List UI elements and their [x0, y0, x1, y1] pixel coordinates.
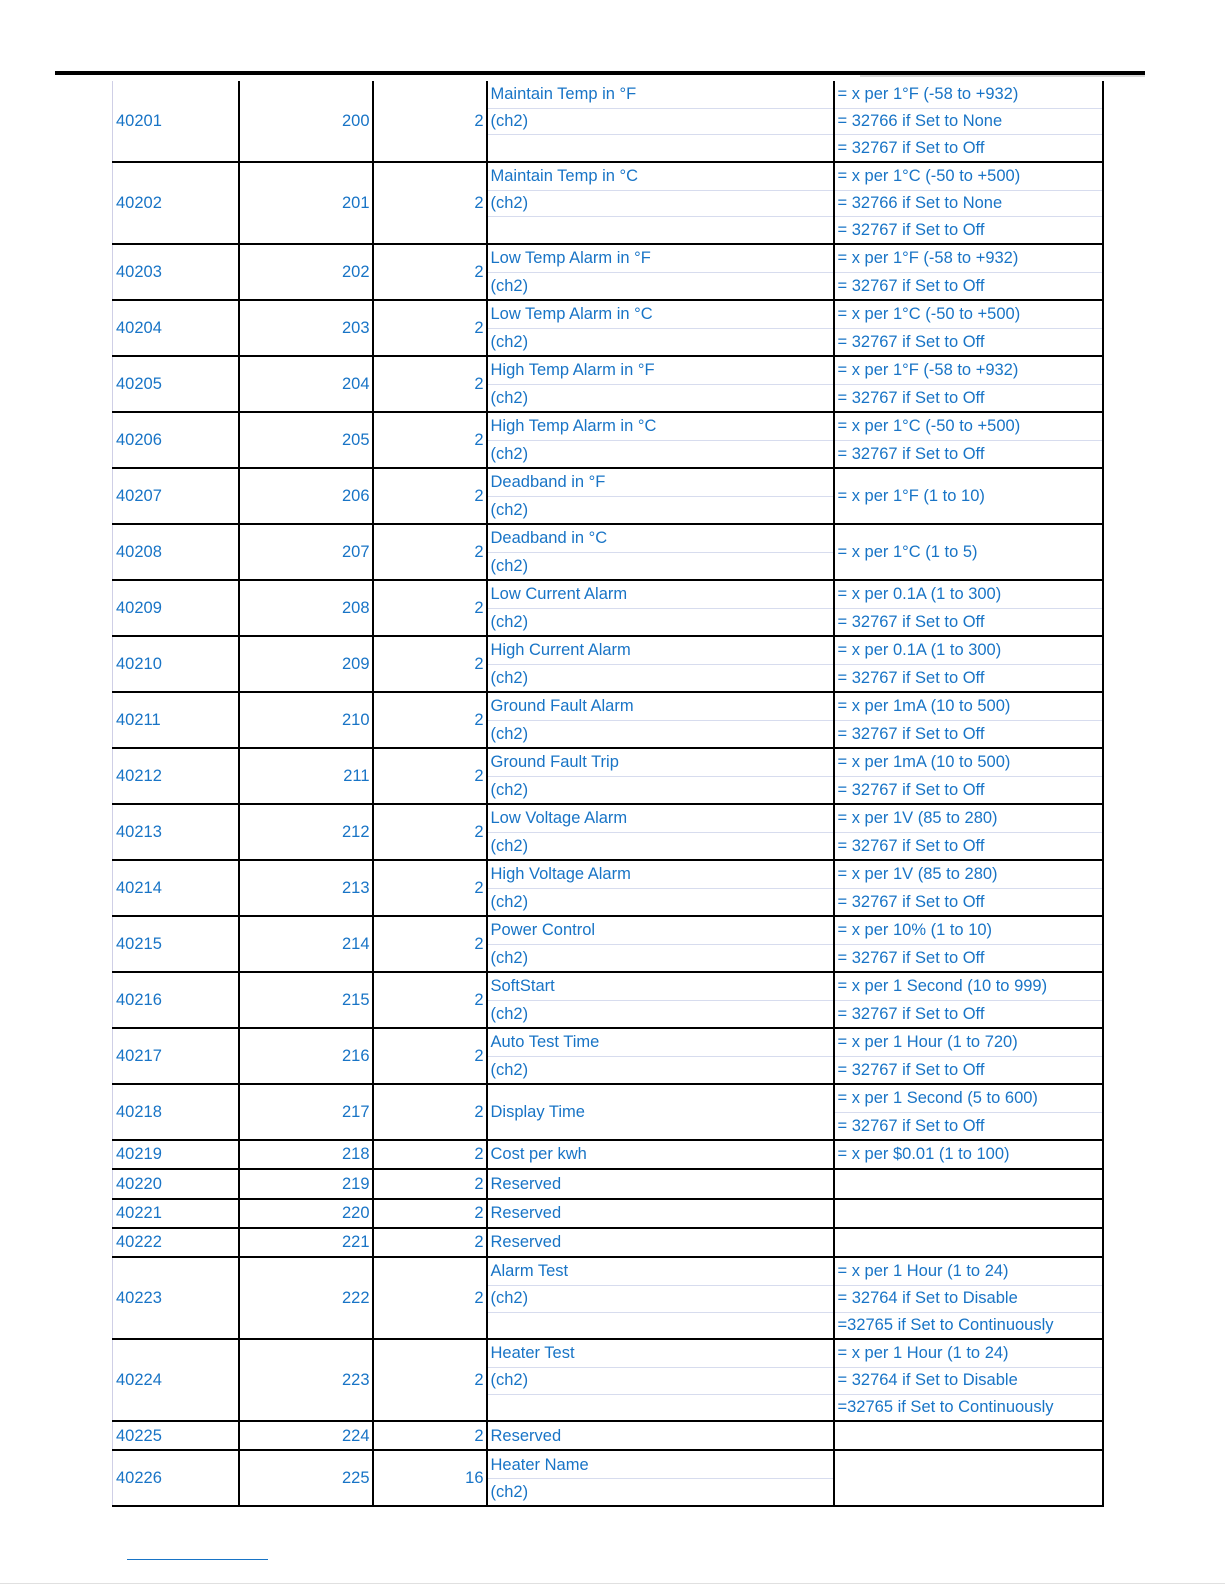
value-range-cell	[834, 244, 1103, 300]
description-line: SoftStart	[490, 977, 555, 996]
register-number-cell: 40219	[113, 1140, 239, 1169]
table-row	[113, 1339, 1103, 1421]
description-cell	[487, 804, 834, 860]
register-number-cell: 40221	[113, 1199, 239, 1228]
table-row	[113, 162, 1103, 244]
description-line: (ch2)	[488, 608, 833, 635]
description-line: Reserved	[490, 1233, 562, 1252]
table-row	[113, 916, 1103, 972]
footer-link-underline	[127, 1559, 268, 1560]
description-cell	[487, 748, 834, 804]
value-range-cell	[834, 804, 1103, 860]
description-cell	[487, 860, 834, 916]
length-cell: 2	[373, 860, 487, 916]
value-line: = 32767 if Set to Off	[835, 720, 1102, 747]
length-cell: 2	[373, 580, 487, 636]
description-line: High Voltage Alarm	[490, 865, 631, 884]
description-line: (ch2)	[488, 832, 833, 859]
register-number-cell: 40203	[113, 244, 239, 300]
description-cell	[487, 1199, 834, 1228]
description-line: Heater Name	[490, 1455, 589, 1474]
description-line: Power Control	[490, 921, 596, 940]
description-cell	[487, 162, 834, 244]
table-row	[113, 356, 1103, 412]
length-cell: 2	[373, 1339, 487, 1421]
description-line: (ch2)	[488, 944, 833, 971]
value-range-cell	[834, 468, 1103, 524]
address-cell: 222	[239, 1257, 373, 1339]
description-cell	[487, 1339, 834, 1421]
value-line: = 32766 if Set to None	[835, 190, 1102, 217]
length-cell: 2	[373, 972, 487, 1028]
table-row	[113, 972, 1103, 1028]
value-line: = x per 1°F (-58 to +932)	[837, 85, 1019, 104]
description-cell	[487, 1228, 834, 1257]
address-cell: 214	[239, 916, 373, 972]
table-row	[113, 1257, 1103, 1339]
register-number-cell: 40208	[113, 524, 239, 580]
value-line: = 32767 if Set to Off	[835, 664, 1102, 691]
table-row	[113, 1084, 1103, 1140]
register-number-cell: 40213	[113, 804, 239, 860]
description-cell	[487, 916, 834, 972]
value-line: = 32767 if Set to Off	[835, 776, 1102, 803]
register-number-cell: 40220	[113, 1169, 239, 1198]
value-line: = 32767 if Set to Off	[835, 134, 1102, 161]
description-cell	[487, 636, 834, 692]
register-number-cell: 40210	[113, 636, 239, 692]
register-number-cell: 40216	[113, 972, 239, 1028]
value-line: = x per 0.1A (1 to 300)	[837, 585, 1002, 604]
table-row	[113, 748, 1103, 804]
table-row	[113, 1199, 1103, 1228]
address-cell: 206	[239, 468, 373, 524]
length-cell: 2	[373, 1169, 487, 1198]
address-cell: 212	[239, 804, 373, 860]
value-line: = x per 1 Hour (1 to 720)	[837, 1033, 1018, 1052]
address-cell: 207	[239, 524, 373, 580]
value-line: = 32767 if Set to Off	[835, 944, 1102, 971]
address-cell: 225	[239, 1450, 373, 1506]
description-cell	[487, 1140, 834, 1169]
register-number-cell: 40224	[113, 1339, 239, 1421]
description-line: (ch2)	[488, 190, 833, 217]
address-cell: 209	[239, 636, 373, 692]
length-cell: 2	[373, 300, 487, 356]
table-row	[113, 1169, 1103, 1198]
value-range-cell	[834, 1199, 1103, 1228]
value-range-cell	[834, 1257, 1103, 1339]
length-cell: 2	[373, 468, 487, 524]
value-line: = x per 1°F (-58 to +932)	[837, 361, 1019, 380]
address-cell: 200	[239, 81, 373, 162]
register-number-cell: 40207	[113, 468, 239, 524]
value-line: = x per 1°C (-50 to +500)	[837, 417, 1021, 436]
description-line: Cost per kwh	[490, 1145, 587, 1164]
table-row	[113, 1028, 1103, 1084]
table-row	[113, 1228, 1103, 1257]
description-cell	[487, 692, 834, 748]
register-number-cell: 40215	[113, 916, 239, 972]
register-number-cell: 40202	[113, 162, 239, 244]
description-line	[488, 216, 833, 243]
value-line: = 32767 if Set to Off	[835, 888, 1102, 915]
value-line: = 32767 if Set to Off	[835, 216, 1102, 243]
address-cell: 216	[239, 1028, 373, 1084]
value-line: = 32767 if Set to Off	[835, 328, 1102, 355]
length-cell: 2	[373, 356, 487, 412]
value-line: = x per 1°F (1 to 10)	[837, 486, 985, 505]
value-line: =32765 if Set to Continuously	[835, 1312, 1102, 1339]
length-cell: 2	[373, 1199, 487, 1228]
value-line: = x per 1mA (10 to 500)	[837, 697, 1011, 716]
address-cell: 201	[239, 162, 373, 244]
address-cell: 210	[239, 692, 373, 748]
length-cell: 2	[373, 804, 487, 860]
value-range-cell	[834, 162, 1103, 244]
value-range-cell	[834, 1169, 1103, 1198]
description-line: Maintain Temp in °F	[490, 85, 637, 104]
value-range-cell	[834, 580, 1103, 636]
description-cell	[487, 524, 834, 580]
register-number-cell: 40225	[113, 1421, 239, 1450]
value-range-cell	[834, 1140, 1103, 1169]
register-number-cell: 40214	[113, 860, 239, 916]
description-line: (ch2)	[488, 272, 833, 299]
description-line	[488, 1394, 833, 1421]
table-row	[113, 636, 1103, 692]
value-range-cell	[834, 692, 1103, 748]
description-line: (ch2)	[488, 664, 833, 691]
value-range-cell	[834, 1084, 1103, 1140]
description-cell	[487, 412, 834, 468]
address-cell: 218	[239, 1140, 373, 1169]
description-line: (ch2)	[488, 720, 833, 747]
length-cell: 2	[373, 1257, 487, 1339]
value-range-cell	[834, 1450, 1103, 1506]
description-cell	[487, 1028, 834, 1084]
length-cell: 2	[373, 1421, 487, 1450]
address-cell: 219	[239, 1169, 373, 1198]
value-line: = 32767 if Set to Off	[835, 272, 1102, 299]
value-line: = x per 1°C (-50 to +500)	[837, 167, 1021, 186]
value-line: = x per 1 Hour (1 to 24)	[837, 1344, 1009, 1363]
description-line: Deadband in °C	[490, 529, 608, 548]
value-line: = x per 1°C (1 to 5)	[837, 542, 978, 561]
table-row	[113, 692, 1103, 748]
value-range-cell	[834, 1228, 1103, 1257]
value-line: = x per $0.01 (1 to 100)	[837, 1145, 1010, 1164]
length-cell: 2	[373, 81, 487, 162]
description-cell	[487, 972, 834, 1028]
value-range-cell	[834, 972, 1103, 1028]
table-row	[113, 244, 1103, 300]
description-line: Ground Fault Alarm	[490, 697, 634, 716]
table-row	[113, 804, 1103, 860]
description-line: (ch2)	[488, 552, 833, 579]
table-row	[113, 81, 1103, 162]
value-range-cell	[834, 412, 1103, 468]
description-line: (ch2)	[488, 496, 833, 523]
description-cell	[487, 244, 834, 300]
register-number-cell: 40217	[113, 1028, 239, 1084]
length-cell: 2	[373, 916, 487, 972]
address-cell: 215	[239, 972, 373, 1028]
description-line	[488, 134, 833, 161]
address-cell: 224	[239, 1421, 373, 1450]
value-range-cell	[834, 356, 1103, 412]
address-cell: 202	[239, 244, 373, 300]
description-line: Low Temp Alarm in °C	[490, 305, 653, 324]
value-line: = 32767 if Set to Off	[835, 1056, 1102, 1083]
length-cell: 2	[373, 692, 487, 748]
description-line: Heater Test	[490, 1344, 575, 1363]
description-line: Low Voltage Alarm	[490, 809, 628, 828]
description-line: (ch2)	[488, 1056, 833, 1083]
length-cell: 2	[373, 1028, 487, 1084]
description-cell	[487, 1450, 834, 1506]
description-cell	[487, 1084, 834, 1140]
value-line: = x per 1°C (-50 to +500)	[837, 305, 1021, 324]
register-number-cell: 40223	[113, 1257, 239, 1339]
description-line: Low Temp Alarm in °F	[490, 249, 651, 268]
table-row	[113, 468, 1103, 524]
modbus-register-table	[112, 81, 1104, 1507]
address-cell: 213	[239, 860, 373, 916]
table-row	[113, 1421, 1103, 1450]
description-line: (ch2)	[488, 1285, 833, 1312]
value-range-cell	[834, 300, 1103, 356]
footer-rule	[0, 1583, 1225, 1584]
length-cell: 2	[373, 748, 487, 804]
address-cell: 204	[239, 356, 373, 412]
header-rule-shadow	[860, 75, 1145, 77]
description-line: (ch2)	[488, 108, 833, 135]
description-line: Ground Fault Trip	[490, 753, 619, 772]
address-cell: 220	[239, 1199, 373, 1228]
register-number-cell: 40226	[113, 1450, 239, 1506]
length-cell: 2	[373, 1228, 487, 1257]
value-line: = x per 1 Hour (1 to 24)	[837, 1262, 1009, 1281]
register-number-cell: 40211	[113, 692, 239, 748]
length-cell: 16	[373, 1450, 487, 1506]
value-line: = x per 1°F (-58 to +932)	[837, 249, 1019, 268]
value-line: = 32767 if Set to Off	[835, 608, 1102, 635]
value-range-cell	[834, 916, 1103, 972]
description-cell	[487, 1169, 834, 1198]
value-line: = 32767 if Set to Off	[835, 1112, 1102, 1139]
value-line: = x per 1mA (10 to 500)	[837, 753, 1011, 772]
description-line: (ch2)	[488, 440, 833, 467]
length-cell: 2	[373, 412, 487, 468]
value-line: = 32766 if Set to None	[835, 108, 1102, 135]
description-line: Auto Test Time	[490, 1033, 600, 1052]
length-cell: 2	[373, 244, 487, 300]
length-cell: 2	[373, 524, 487, 580]
value-line: =32765 if Set to Continuously	[835, 1394, 1102, 1421]
description-line: Deadband in °F	[490, 473, 606, 492]
description-line: (ch2)	[488, 776, 833, 803]
value-range-cell	[834, 1339, 1103, 1421]
value-line: = 32764 if Set to Disable	[835, 1367, 1102, 1394]
description-line	[488, 1312, 833, 1339]
value-range-cell	[834, 748, 1103, 804]
value-range-cell	[834, 81, 1103, 162]
table-row	[113, 580, 1103, 636]
value-line: = x per 10% (1 to 10)	[837, 921, 993, 940]
value-line: = 32767 if Set to Off	[835, 832, 1102, 859]
value-line: = x per 1 Second (10 to 999)	[837, 977, 1048, 996]
description-line: Low Current Alarm	[490, 585, 628, 604]
description-line: (ch2)	[488, 888, 833, 915]
length-cell: 2	[373, 636, 487, 692]
length-cell: 2	[373, 162, 487, 244]
description-line: Alarm Test	[490, 1262, 569, 1281]
description-cell	[487, 580, 834, 636]
length-cell: 2	[373, 1084, 487, 1140]
register-number-cell: 40201	[113, 81, 239, 162]
value-line: = x per 1 Second (5 to 600)	[837, 1089, 1038, 1108]
description-line: (ch2)	[488, 1478, 833, 1505]
table-row	[113, 300, 1103, 356]
value-line: = x per 0.1A (1 to 300)	[837, 641, 1002, 660]
address-cell: 211	[239, 748, 373, 804]
value-range-cell	[834, 1421, 1103, 1450]
description-line: Reserved	[490, 1203, 562, 1222]
table-row	[113, 860, 1103, 916]
value-line: = x per 1V (85 to 280)	[837, 865, 998, 884]
description-line: (ch2)	[488, 384, 833, 411]
description-cell	[487, 1257, 834, 1339]
description-line: Display Time	[490, 1102, 585, 1121]
description-line: (ch2)	[488, 1367, 833, 1394]
address-cell: 203	[239, 300, 373, 356]
register-number-cell: 40205	[113, 356, 239, 412]
description-line: High Current Alarm	[490, 641, 631, 660]
value-range-cell	[834, 636, 1103, 692]
description-cell	[487, 468, 834, 524]
description-line: Maintain Temp in °C	[490, 167, 639, 186]
table-row	[113, 1450, 1103, 1506]
description-cell	[487, 356, 834, 412]
value-line: = 32767 if Set to Off	[835, 1000, 1102, 1027]
value-line: = 32764 if Set to Disable	[835, 1285, 1102, 1312]
description-line: High Temp Alarm in °F	[490, 361, 655, 380]
table-row	[113, 524, 1103, 580]
register-number-cell: 40218	[113, 1084, 239, 1140]
description-line: (ch2)	[488, 1000, 833, 1027]
description-cell	[487, 1421, 834, 1450]
register-number-cell: 40222	[113, 1228, 239, 1257]
description-line: Reserved	[490, 1426, 562, 1445]
value-range-cell	[834, 860, 1103, 916]
address-cell: 208	[239, 580, 373, 636]
value-range-cell	[834, 524, 1103, 580]
address-cell: 223	[239, 1339, 373, 1421]
address-cell: 217	[239, 1084, 373, 1140]
value-line: = x per 1V (85 to 280)	[837, 809, 998, 828]
address-cell: 205	[239, 412, 373, 468]
description-line: High Temp Alarm in °C	[490, 417, 657, 436]
value-line: = 32767 if Set to Off	[835, 440, 1102, 467]
length-cell: 2	[373, 1140, 487, 1169]
table-row	[113, 412, 1103, 468]
table-row	[113, 1140, 1103, 1169]
register-number-cell: 40204	[113, 300, 239, 356]
description-cell	[487, 300, 834, 356]
description-line: (ch2)	[488, 328, 833, 355]
register-number-cell: 40206	[113, 412, 239, 468]
value-line: = 32767 if Set to Off	[835, 384, 1102, 411]
value-range-cell	[834, 1028, 1103, 1084]
register-number-cell: 40212	[113, 748, 239, 804]
description-line: Reserved	[490, 1174, 562, 1193]
address-cell: 221	[239, 1228, 373, 1257]
description-cell	[487, 81, 834, 162]
register-number-cell: 40209	[113, 580, 239, 636]
